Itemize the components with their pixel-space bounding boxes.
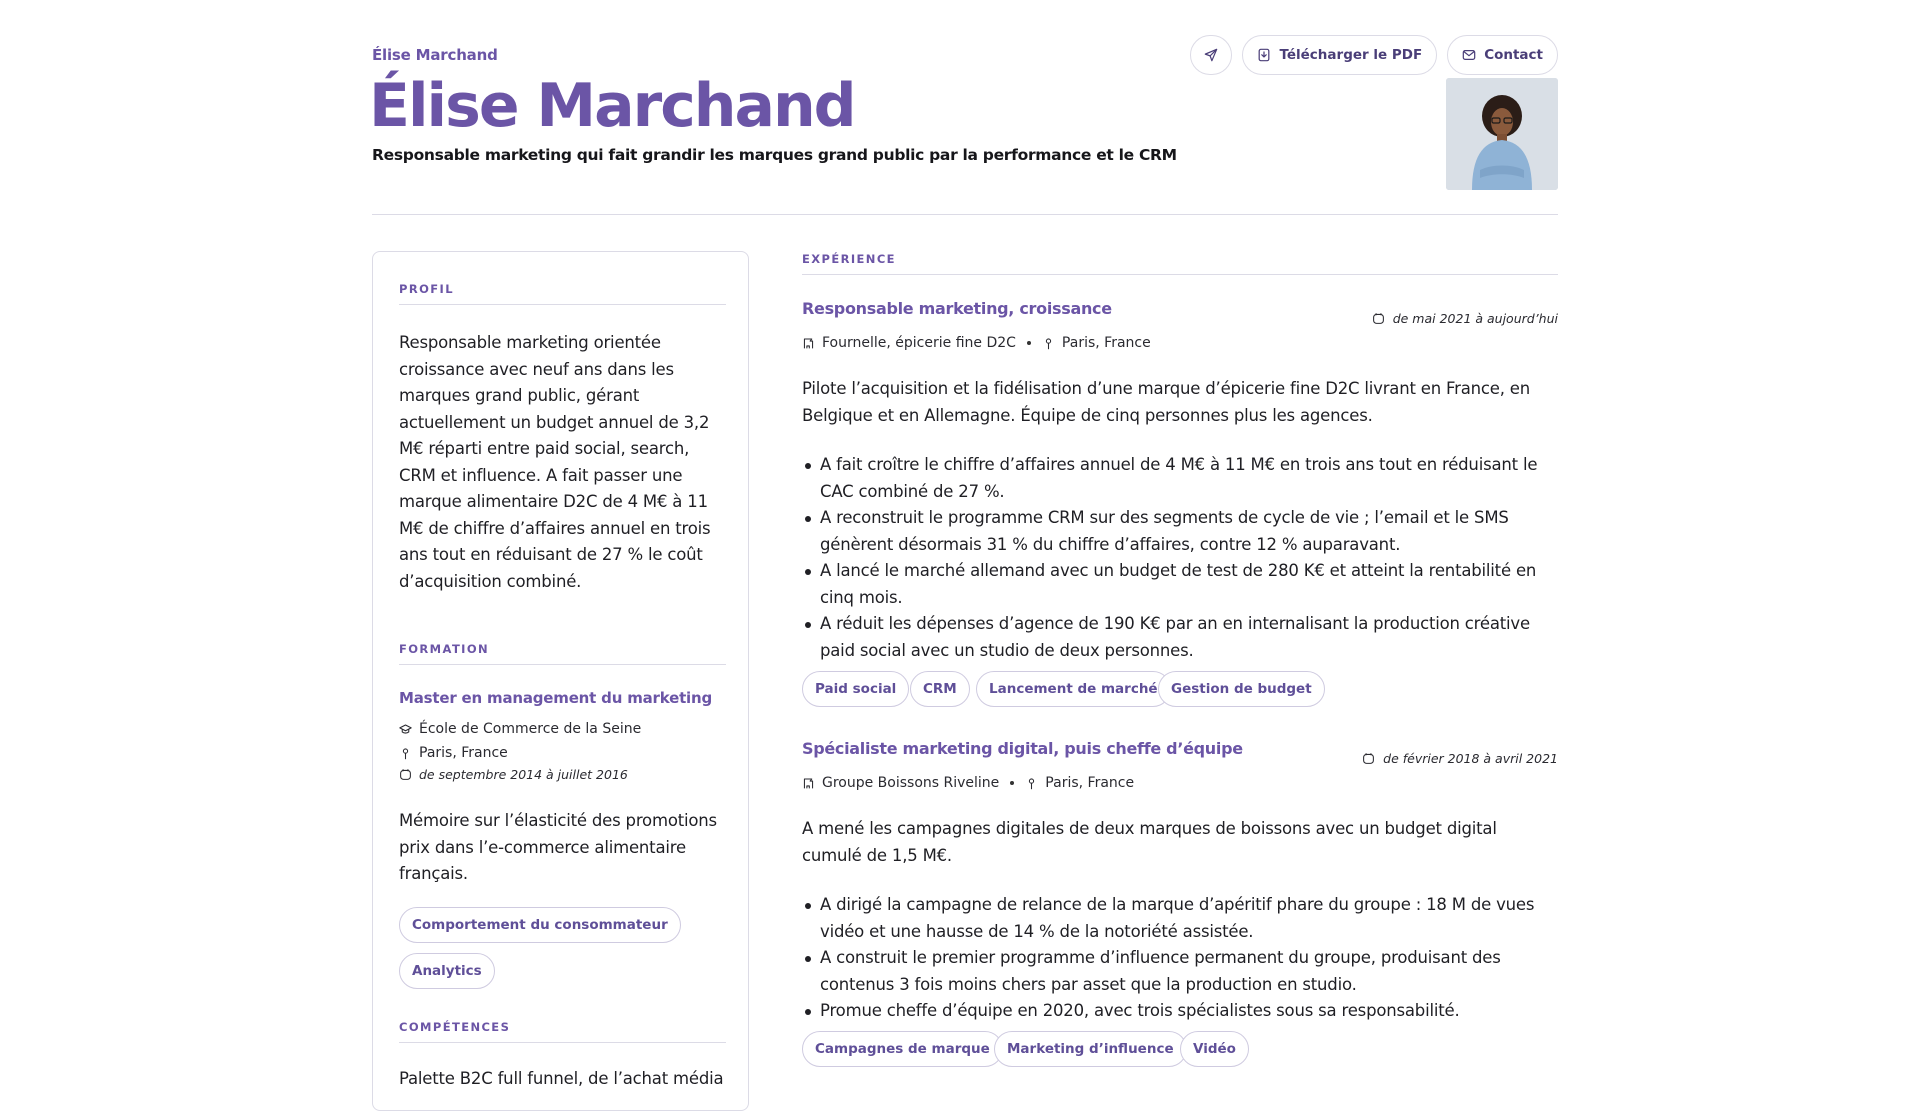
education-section-label: FORMATION [399,642,490,656]
education-dates-row [399,767,628,782]
eyebrow-name: Élise Marchand [372,46,498,64]
headline: Responsable marketing qui fait grandir les marques grand public par la performance et le CRM [372,146,1177,164]
profile-section-label: PROFIL [399,282,454,296]
pin-icon [1025,777,1038,790]
skill-tag: Vidéo [1180,1031,1249,1067]
education-location: Paris, France [419,745,508,761]
mail-icon [1462,48,1476,62]
pin-icon [399,747,412,760]
building-icon [802,337,815,350]
building-icon [802,777,815,790]
job-summary: Pilote l’acquisition et la fidélisation d’une marque d’épicerie fine D2C livrant en France, en Belgique et en Allemagne. Équipe de cinq personnes plus les agences. [802,379,1531,425]
skill-tag: Lancement de marché [976,671,1171,707]
contact-label: Contact [1484,47,1543,63]
education-description: Mémoire sur l’élasticité des promotions prix dans l’e-commerce alimentaire français. [399,811,717,883]
job-dates: de mai 2021 à aujourd’hui [1392,311,1558,326]
experience-section-label: EXPÉRIENCE [802,252,896,266]
job-dates: de février 2018 à avril 2021 [1383,751,1558,766]
education-divider [399,664,726,665]
job-title: Spécialiste marketing digital, puis cheffe d’équipe [802,739,1243,758]
school-name: École de Commerce de la Seine [419,721,642,737]
job-dates-row [1362,751,1558,766]
job-company-row [802,775,1134,791]
job-bullets [802,892,1558,1025]
education-dates: de septembre 2014 à juillet 2016 [419,767,628,782]
experience-divider [802,274,1558,275]
education-location-row [399,745,508,761]
sidebar-card [372,251,749,1111]
resume-page [369,0,1558,1088]
skill-tag: Gestion de budget [1158,671,1325,707]
school-row [399,721,641,737]
portrait-image [1446,78,1558,190]
degree-title: Master en management du marketing [399,689,713,707]
send-icon [1204,48,1218,62]
job-bullets [802,452,1558,664]
education-tag: Comportement du consommateur [399,907,681,943]
job-title: Responsable marketing, croissance [802,299,1112,318]
job-company-row [802,335,1151,351]
download-pdf-button[interactable] [1242,35,1437,75]
list-item: A réduit les dépenses d’agence de 190 K€ par an en internalisant la production créative paid social avec un studio de deux personnes. [820,611,1558,664]
job-location: Paris, France [1045,775,1135,791]
profile-divider [399,304,726,305]
separator-dot [1010,781,1014,785]
profile-text: Responsable marketing orientée croissance avec neuf ans dans les marques grand public, gérant actuellement un budget annuel de 3,2 M€ réparti entre paid social, search, CRM et influence. A fait passer une marque alimentaire D2C de 4 M€ à 11 M€ de chiffre d’affaires annuel en trois ans tout en réduisant de 27 % le coût d’acquisition combiné. [399,333,711,591]
separator-dot [1027,341,1031,345]
skill-tag: Campagnes de marque [802,1031,1003,1067]
download-pdf-label: Télécharger le PDF [1279,47,1423,63]
pin-icon [1042,337,1055,350]
job-summary: A mené les campagnes digitales de deux marques de boissons avec un budget digital cumulé de 1,5 M€. [802,819,1497,865]
skills-section-label: COMPÉTENCES [399,1020,511,1034]
header-actions [1190,35,1558,75]
graduation-cap-icon [399,723,412,736]
skill-tag: Marketing d’influence [994,1031,1187,1067]
calendar-icon [1372,312,1385,325]
list-item: A construit le premier programme d’influence permanent du groupe, produisant des contenus 3 fois moins chers par asset que la production en studio. [820,945,1558,998]
list-item: A lancé le marché allemand avec un budget de test de 280 K€ et atteint la rentabilité en cinq mois. [820,558,1558,611]
job-company: Fournelle, épicerie fine D2C [822,335,1016,351]
job-location: Paris, France [1061,335,1151,351]
list-item: A reconstruit le programme CRM sur des segments de cycle de vie ; l’email et le SMS génèrent désormais 31 % du chiffre d’affaires, contre 12 % auparavant. [820,505,1558,558]
download-icon [1257,48,1271,62]
skill-tag: Paid social [802,671,909,707]
skill-tag: CRM [910,671,970,707]
avatar [1446,78,1558,190]
job-company: Groupe Boissons Riveline [822,775,1000,791]
list-item: Promue cheffe d’équipe en 2020, avec trois spécialistes sous sa responsabilité. [820,998,1558,1025]
share-button[interactable] [1190,35,1232,75]
calendar-icon [1362,752,1375,765]
education-tag: Analytics [399,953,495,989]
page-title: Élise Marchand [369,71,855,141]
list-item: A fait croître le chiffre d’affaires annuel de 4 M€ à 11 M€ en trois ans tout en réduisant le CAC combiné de 27 %. [820,452,1558,505]
skills-divider [399,1042,726,1043]
list-item: A dirigé la campagne de relance de la marque d’apéritif phare du groupe : 18 M de vues vidéo et une hausse de 14 % de la notoriété assistée. [820,892,1558,945]
skills-text: Palette B2C full funnel, de l’achat média [399,1069,724,1088]
job-dates-row [1372,311,1558,326]
contact-button[interactable] [1447,35,1558,75]
calendar-icon [399,768,412,781]
header-divider [372,214,1558,215]
